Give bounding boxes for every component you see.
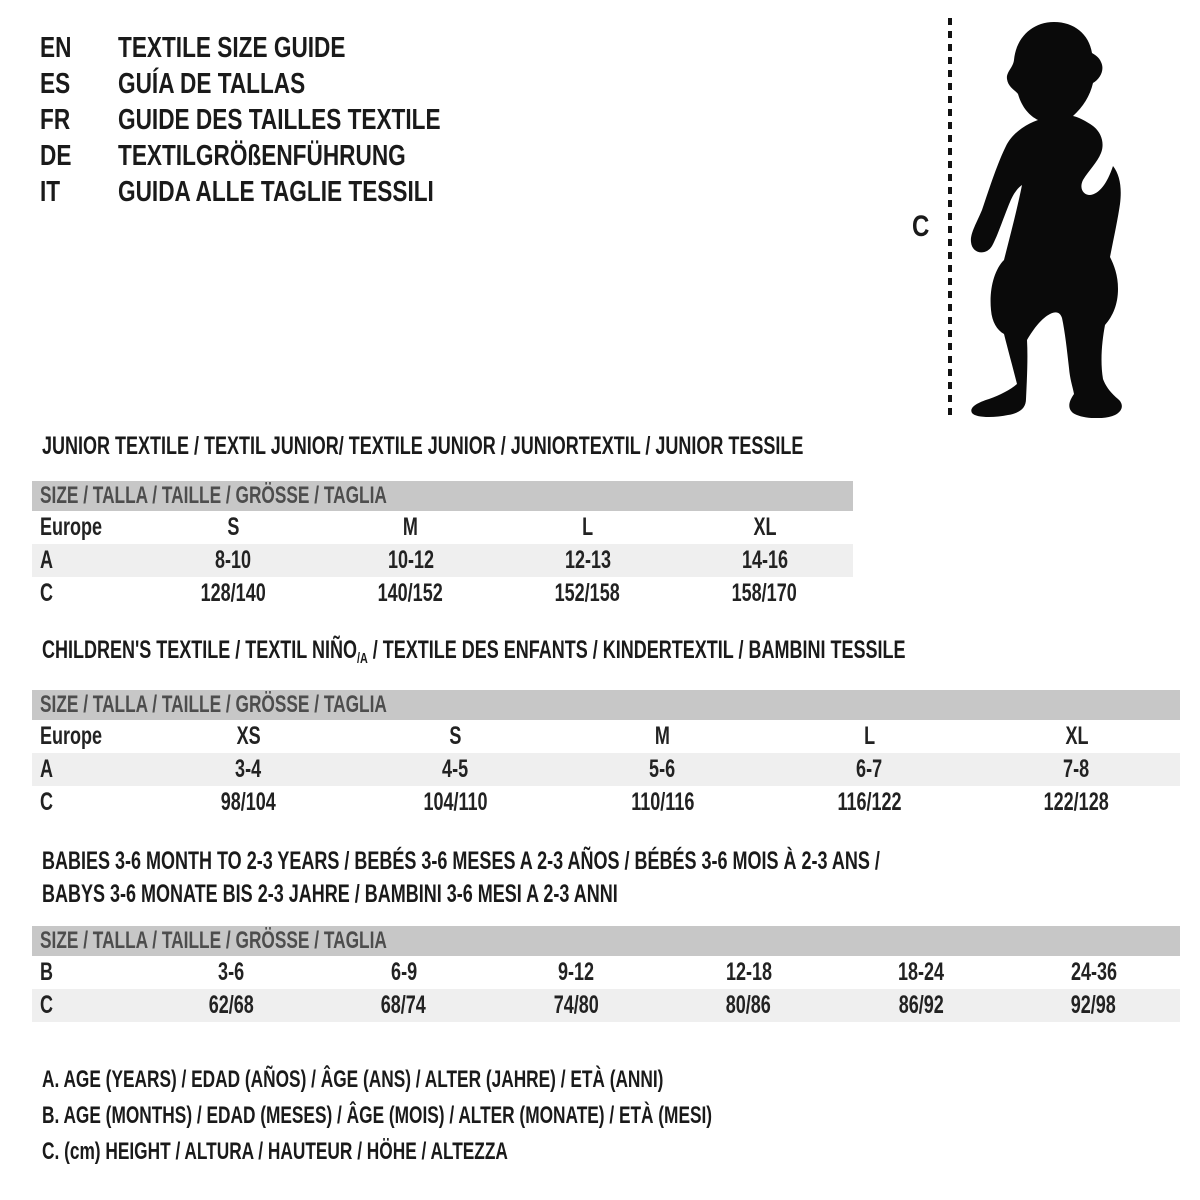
row-label: Europe: [40, 513, 103, 541]
value-cell: [835, 989, 1008, 1022]
cell-value: M: [402, 513, 418, 541]
language-code: FR: [40, 103, 71, 136]
cell-value: L: [863, 722, 876, 750]
height-measure-label: C: [912, 210, 930, 243]
value-cell: [973, 720, 1180, 753]
language-row: [40, 138, 532, 174]
value-cell: [766, 720, 973, 753]
junior-section-title: JUNIOR TEXTILE / TEXTIL JUNIOR/ TEXTILE JUNIOR / JUNIORTEXTIL / JUNIOR TESSILE: [42, 432, 804, 460]
cell-value: 74/80: [553, 991, 599, 1019]
table-row: [32, 511, 853, 544]
cell-value: 18-24: [898, 958, 945, 986]
junior-size-table: [32, 481, 853, 610]
cell-value: 5-6: [649, 755, 676, 783]
row-label-cell: [32, 753, 145, 786]
language-code: DE: [40, 139, 72, 172]
value-cell: [559, 753, 766, 786]
value-cell: [499, 544, 676, 577]
cell-value: 98/104: [220, 788, 277, 816]
size-header-band: SIZE / TALLA / TAILLE / GRÖSSE / TAGLIA: [32, 690, 1180, 720]
value-cell: [145, 989, 318, 1022]
cell-value: 12-13: [564, 546, 611, 574]
row-label-cell: [32, 786, 145, 819]
value-cell: [322, 544, 499, 577]
cell-value: 110/116: [630, 788, 695, 816]
row-label: B: [40, 958, 54, 986]
note-height-cm: C. (cm) HEIGHT / ALTURA / HAUTEUR / HÖHE / ALTEZZA: [42, 1138, 508, 1165]
language-row: [40, 174, 532, 210]
value-cell: [490, 989, 663, 1022]
language-title: GUIDA ALLE TAGLIE TESSILI: [118, 175, 434, 208]
table-row: [32, 956, 1180, 989]
row-label-cell: [32, 989, 145, 1022]
cell-value: 116/122: [837, 788, 902, 816]
table-row: [32, 720, 1180, 753]
legend-notes: [42, 1062, 973, 1170]
value-cell: [676, 544, 853, 577]
language-row: [40, 102, 532, 138]
note-age-years: A. AGE (YEARS) / EDAD (AÑOS) / ÂGE (ANS) / ALTER (JAHRE) / ETÀ (ANNI): [42, 1066, 664, 1093]
babies-size-table: [32, 926, 1180, 1022]
language-row: [40, 30, 532, 66]
babies-section-title: BABIES 3-6 MONTH TO 2-3 YEARS / BEBÉS 3-6 MESES A 2-3 AÑOS / BÉBÉS 3-6 MOIS À 2-3 ANS / BABYS 3-6 MONATE BIS 2-3 JAHRE / BAMBINI 3-6 MESI A 2-3 ANNI: [42, 847, 880, 908]
value-cell: [766, 786, 973, 819]
value-cell: [499, 577, 676, 610]
value-cell: [145, 753, 352, 786]
value-cell: [663, 989, 836, 1022]
row-label-cell: [32, 577, 145, 610]
cell-value: 158/170: [731, 579, 798, 607]
cell-value: 122/128: [1043, 788, 1110, 816]
note-age-months: B. AGE (MONTHS) / EDAD (MESES) / ÂGE (MOIS) / ALTER (MONATE) / ETÀ (MESI): [42, 1102, 713, 1129]
row-label: C: [40, 788, 54, 816]
language-code: EN: [40, 31, 72, 64]
row-label-cell: [32, 511, 145, 544]
cell-value: 12-18: [725, 958, 772, 986]
row-label-cell: [32, 544, 145, 577]
row-label-cell: [32, 720, 145, 753]
cell-value: 10-12: [387, 546, 434, 574]
table-row: [32, 577, 853, 610]
nino-a-subscript: /A: [356, 650, 368, 667]
cell-value: S: [227, 513, 240, 541]
cell-value: 3-4: [235, 755, 262, 783]
table-row: [32, 544, 853, 577]
row-label: C: [40, 579, 54, 607]
row-label: Europe: [40, 722, 103, 750]
value-cell: [352, 720, 559, 753]
language-row: [40, 66, 532, 102]
cell-value: 6-9: [390, 958, 417, 986]
value-cell: [973, 786, 1180, 819]
cell-value: 140/152: [377, 579, 444, 607]
cell-value: 14-16: [741, 546, 788, 574]
height-measure-line: [948, 18, 952, 416]
cell-value: 24-36: [1070, 958, 1117, 986]
value-cell: [499, 511, 676, 544]
value-cell: [676, 577, 853, 610]
value-cell: [145, 544, 322, 577]
cell-value: XL: [1064, 722, 1088, 750]
value-cell: [318, 989, 491, 1022]
row-label: A: [40, 755, 54, 783]
language-title: GUÍA DE TALLAS: [118, 67, 306, 100]
cell-value: 86/92: [898, 991, 944, 1019]
row-label-cell: [32, 956, 145, 989]
cell-value: XS: [236, 722, 261, 750]
cell-value: 9-12: [558, 958, 595, 986]
value-cell: [145, 720, 352, 753]
language-title: TEXTILGRÖßENFÜHRUNG: [118, 139, 406, 172]
value-cell: [559, 786, 766, 819]
value-cell: [352, 786, 559, 819]
value-cell: [145, 511, 322, 544]
value-cell: [1008, 956, 1181, 989]
toddler-silhouette-icon: [962, 18, 1144, 418]
language-code: ES: [40, 67, 71, 100]
cell-value: 62/68: [208, 991, 254, 1019]
value-cell: [676, 511, 853, 544]
size-header-band: SIZE / TALLA / TAILLE / GRÖSSE / TAGLIA: [32, 926, 1180, 956]
row-label: A: [40, 546, 54, 574]
value-cell: [145, 786, 352, 819]
value-cell: [145, 577, 322, 610]
value-cell: [766, 753, 973, 786]
cell-value: 7-8: [1063, 755, 1090, 783]
language-title: TEXTILE SIZE GUIDE: [118, 31, 346, 64]
language-code: IT: [40, 175, 61, 208]
value-cell: [490, 956, 663, 989]
language-list: [40, 30, 532, 210]
cell-value: M: [654, 722, 670, 750]
value-cell: [318, 956, 491, 989]
cell-value: 8-10: [215, 546, 252, 574]
value-cell: [145, 956, 318, 989]
cell-value: 4-5: [442, 755, 469, 783]
value-cell: [322, 511, 499, 544]
cell-value: 6-7: [856, 755, 883, 783]
cell-value: L: [581, 513, 594, 541]
cell-value: 68/74: [381, 991, 427, 1019]
table-row: [32, 786, 1180, 819]
value-cell: [973, 753, 1180, 786]
cell-value: 3-6: [218, 958, 245, 986]
cell-value: 128/140: [200, 579, 267, 607]
cell-value: S: [449, 722, 462, 750]
size-header-band: SIZE / TALLA / TAILLE / GRÖSSE / TAGLIA: [32, 481, 853, 511]
value-cell: [352, 753, 559, 786]
children-size-table: [32, 690, 1180, 819]
value-cell: [663, 956, 836, 989]
cell-value: 80/86: [726, 991, 772, 1019]
value-cell: [559, 720, 766, 753]
table-row: [32, 989, 1180, 1022]
table-row: [32, 753, 1180, 786]
children-section-title: CHILDREN'S TEXTILE / TEXTIL $NIÑO_{/A}$ / TEXTILE DES ENFANTS / KINDERTEXTIL / BAMBINI TESSILE: [42, 636, 906, 667]
language-title: GUIDE DES TAILLES TEXTILE: [118, 103, 441, 136]
row-label: C: [40, 991, 54, 1019]
value-cell: [322, 577, 499, 610]
cell-value: XL: [752, 513, 776, 541]
value-cell: [835, 956, 1008, 989]
cell-value: 92/98: [1071, 991, 1117, 1019]
cell-value: 152/158: [554, 579, 621, 607]
cell-value: 104/110: [423, 788, 488, 816]
value-cell: [1008, 989, 1181, 1022]
